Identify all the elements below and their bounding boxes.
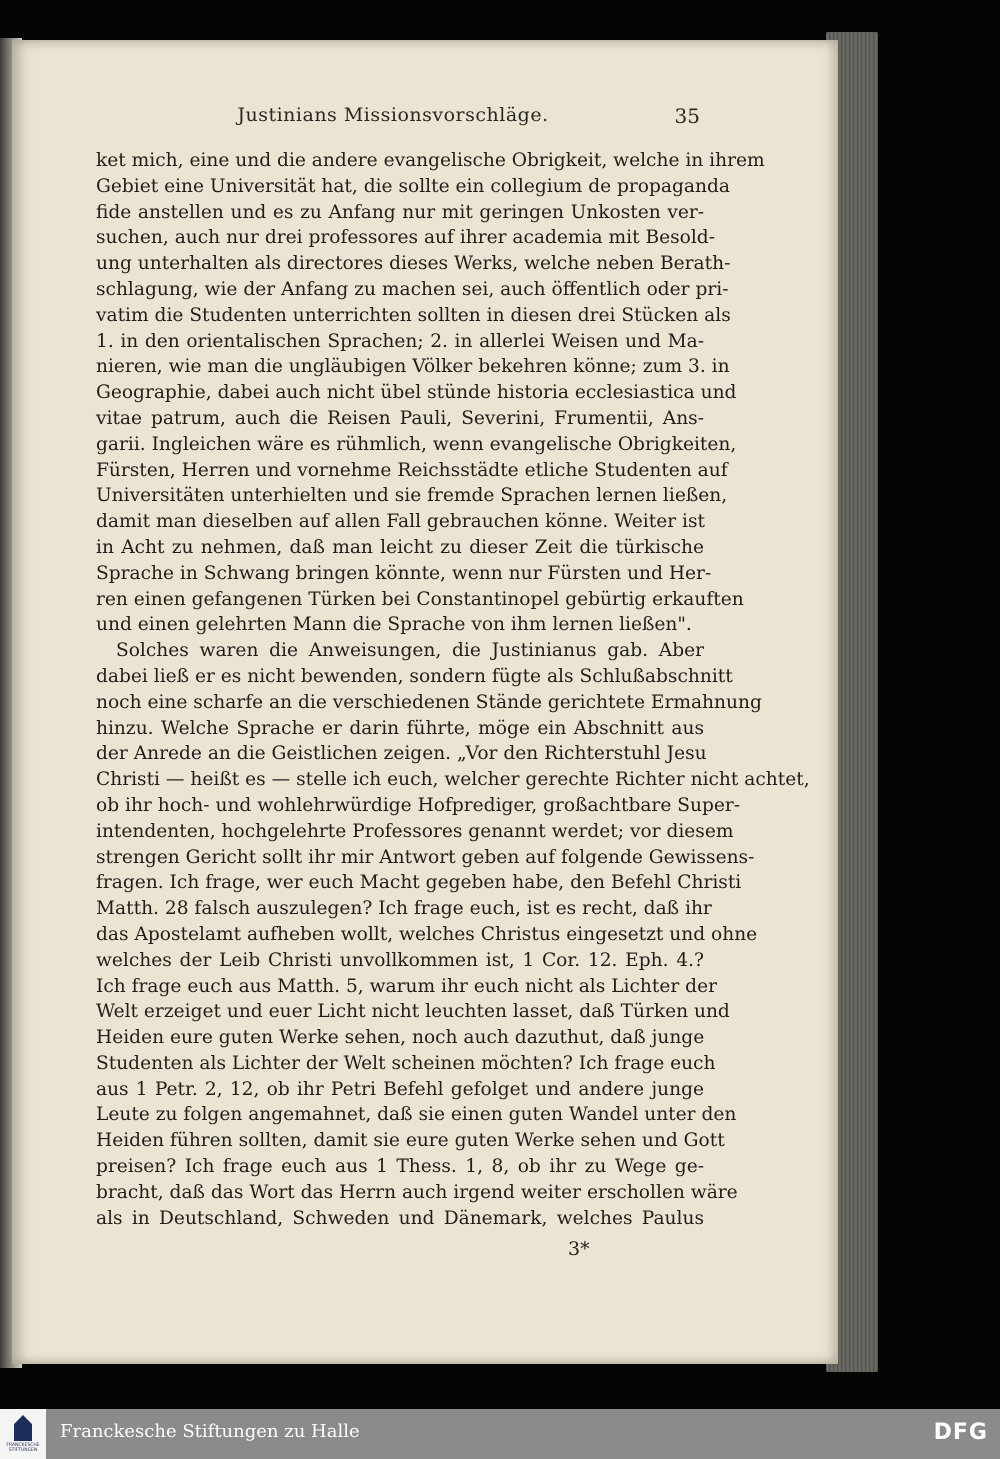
text-line: Solches waren die Anweisungen, die Justinianus gab. Aber bbox=[116, 640, 704, 662]
text-line: Fürsten, Herren und vornehme Reichsstädte etliche Studenten auf bbox=[96, 459, 728, 481]
running-head bbox=[86, 104, 700, 130]
text-line: aus 1 Petr. 2, 12, ob ihr Petri Befehl gefolget und andere junge bbox=[96, 1078, 704, 1100]
text-line: als in Deutschland, Schweden und Dänemark, welches Paulus bbox=[96, 1207, 704, 1229]
text-line: Geographie, dabei auch nicht übel stünde historia ecclesiastica und bbox=[96, 382, 737, 404]
text-line: damit man dieselben auf allen Fall gebrauchen könne. Weiter ist bbox=[96, 511, 705, 533]
text-line: Welt erzeiget und euer Licht nicht leuchten lasset, daß Türken und bbox=[96, 1001, 730, 1023]
text-line: Leute zu folgen angemahnet, daß sie einen guten Wandel unter den bbox=[96, 1104, 737, 1126]
text-line: noch eine scharfe an die verschiedenen Stände gerichtete Ermahnung bbox=[96, 691, 762, 713]
text-line: und einen gelehrten Mann die Sprache von ihm lernen ließen". bbox=[96, 614, 692, 636]
text-line: schlagung, wie der Anfang zu machen sei, auch öffentlich oder pri- bbox=[96, 278, 729, 300]
francke-building-icon bbox=[14, 1415, 32, 1441]
text-line: der Anrede an die Geistlichen zeigen. „Vor den Richterstuhl Jesu bbox=[96, 743, 707, 765]
text-line: Ich frage euch aus Matth. 5, warum ihr euch nicht als Lichter der bbox=[96, 975, 717, 997]
text-line: 1. in den orientalischen Sprachen; 2. in allerlei Weisen und Ma- bbox=[96, 330, 704, 352]
text-line: garii. Ingleichen wäre es rühmlich, wenn evangelische Obrigkeiten, bbox=[96, 433, 737, 455]
footer-bar bbox=[0, 1409, 1000, 1459]
text-line: Heiden führen sollten, damit sie eure guten Werke sehen und Gott bbox=[96, 1130, 725, 1152]
text-line: intendenten, hochgelehrte Professores genannt werdet; vor diesem bbox=[96, 820, 734, 842]
text-line: Sprache in Schwang bringen könnte, wenn nur Fürsten und Her- bbox=[96, 562, 712, 584]
logo-text: FRANCKESCHE STIFTUNGEN bbox=[6, 1443, 40, 1453]
running-title: Justinians Missionsvorschläge. bbox=[237, 104, 549, 126]
text-line: dabei ließ er es nicht bewenden, sondern fügte als Schlußabschnitt bbox=[96, 665, 733, 687]
body-text bbox=[96, 148, 810, 1231]
text-line: strengen Gericht sollt ihr mir Antwort geben auf folgende Gewissens- bbox=[96, 846, 755, 868]
text-line: vitae patrum, auch die Reisen Pauli, Severini, Frumentii, Ans- bbox=[96, 407, 704, 429]
text-line: das Apostelamt aufheben wollt, welches Christus eingesetzt und ohne bbox=[96, 923, 758, 945]
text-line: Matth. 28 falsch auszulegen? Ich frage euch, ist es recht, daß ihr bbox=[96, 898, 712, 920]
signature-mark: 3* bbox=[568, 1238, 590, 1260]
text-line: welches der Leib Christi unvollkommen ist, 1 Cor. 12. Eph. 4.? bbox=[96, 949, 704, 971]
text-line: suchen, auch nur drei professores auf ihrer academia mit Besold- bbox=[96, 227, 715, 249]
text-line: fragen. Ich frage, wer euch Macht gegeben habe, den Befehl Christi bbox=[96, 872, 742, 894]
text-line: Studenten als Lichter der Welt scheinen möchten? Ich frage euch bbox=[96, 1052, 716, 1074]
text-line: Gebiet eine Universität hat, die sollte ein collegium de propaganda bbox=[96, 175, 730, 197]
text-line: fide anstellen und es zu Anfang nur mit geringen Unkosten ver- bbox=[96, 201, 704, 223]
text-line: hinzu. Welche Sprache er darin führte, möge ein Abschnitt aus bbox=[96, 717, 704, 739]
institution-name: Franckesche Stiftungen zu Halle bbox=[60, 1421, 360, 1442]
page-number: 35 bbox=[674, 104, 700, 128]
text-line: Heiden eure guten Werke sehen, noch auch dazuthut, daß junge bbox=[96, 1027, 705, 1049]
text-line: in Acht zu nehmen, daß man leicht zu dieser Zeit die türkische bbox=[96, 536, 704, 558]
text-line: Christi — heißt es — stelle ich euch, welcher gerechte Richter nicht achtet, bbox=[96, 769, 810, 791]
text-line: bracht, daß das Wort das Herrn auch irgend weiter erschollen wäre bbox=[96, 1181, 738, 1203]
text-line: nieren, wie man die ungläubigen Völker bekehren könne; zum 3. in bbox=[96, 356, 730, 378]
text-line: ket mich, eine und die andere evangelische Obrigkeit, welche in ihrem bbox=[96, 150, 765, 171]
dfg-logo: DFG bbox=[933, 1420, 988, 1445]
text-line: ung unterhalten als directores dieses Werks, welche neben Berath- bbox=[96, 253, 731, 275]
text-line: ob ihr hoch- und wohlehrwürdige Hofprediger, großachtbare Super- bbox=[96, 794, 741, 816]
text-line: vatim die Studenten unterrichten sollten in diesen drei Stücken als bbox=[96, 304, 731, 326]
text-line: ren einen gefangenen Türken bei Constantinopel gebürtig erkauften bbox=[96, 588, 744, 610]
francke-logo bbox=[0, 1409, 46, 1459]
text-line: preisen? Ich frage euch aus 1 Thess. 1, 8, ob ihr zu Wege ge- bbox=[96, 1156, 704, 1178]
text-line: Universitäten unterhielten und sie fremde Sprachen lernen ließen, bbox=[96, 485, 728, 507]
